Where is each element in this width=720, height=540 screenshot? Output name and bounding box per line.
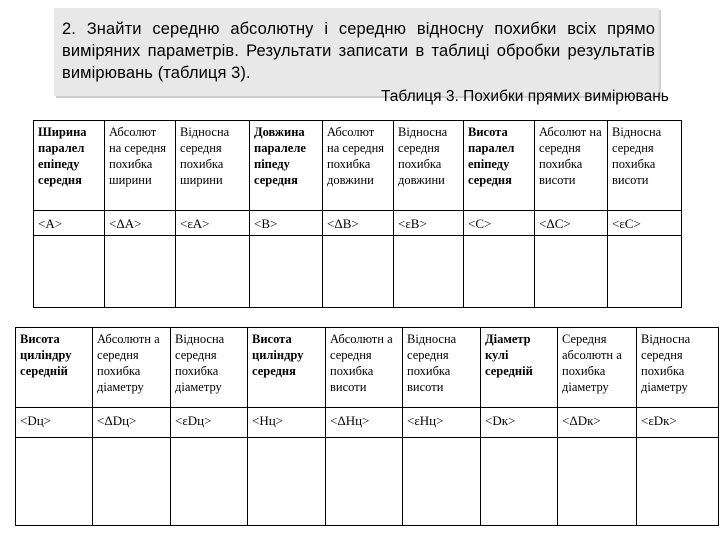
symbol-cell: <εC> <box>608 211 682 236</box>
header-cell: Відносна середня похибка ширини <box>176 121 250 211</box>
symbol-cell: <εHц> <box>403 408 481 438</box>
header-cell: Довжина паралеле піпеду середня <box>250 121 323 211</box>
task-box <box>54 8 659 96</box>
symbol-cell: <B> <box>250 211 323 236</box>
empty-cell[interactable] <box>323 236 394 308</box>
symbol-cell: <εA> <box>176 211 250 236</box>
empty-cell[interactable] <box>637 438 719 526</box>
symbol-cell: <Dц> <box>16 408 93 438</box>
symbol-cell: <ΔC> <box>535 211 608 236</box>
empty-cell[interactable] <box>171 438 248 526</box>
symbol-cell: <C> <box>464 211 535 236</box>
header-cell: Висота паралел епіпеду середня <box>464 121 535 211</box>
header-cell: Діаметр кулі середній <box>481 328 558 408</box>
empty-cell[interactable] <box>176 236 250 308</box>
empty-cell[interactable] <box>481 438 558 526</box>
empty-cell[interactable] <box>535 236 608 308</box>
symbol-cell: <εB> <box>394 211 464 236</box>
empty-cell[interactable] <box>16 438 93 526</box>
symbol-cell: <Hц> <box>248 408 326 438</box>
symbol-cell: <ΔA> <box>105 211 176 236</box>
empty-cell[interactable] <box>105 236 176 308</box>
empty-cell[interactable] <box>250 236 323 308</box>
empty-cell[interactable] <box>34 236 105 308</box>
header-cell: Абсолютн а середня похибка висоти <box>326 328 403 408</box>
header-cell: Відносна середня похибка висоти <box>403 328 481 408</box>
empty-cell[interactable] <box>394 236 464 308</box>
symbol-cell: <ΔDц> <box>93 408 171 438</box>
errors-table-cylinder-sphere <box>15 327 719 526</box>
symbol-cell: <Dк> <box>481 408 558 438</box>
empty-cell[interactable] <box>403 438 481 526</box>
header-cell: Висота циліндру середня <box>248 328 326 408</box>
table-caption: Таблиця 3. Похибки прямих вимірювань <box>381 88 669 105</box>
header-cell: Висота циліндру середній <box>16 328 93 408</box>
symbol-cell: <εDц> <box>171 408 248 438</box>
task-text: 2. Знайти середню абсолютну і середню відносну похибки всіх прямо виміряних параметрів. Результати записати в таблиці обробки результатів вимірювань (таблиця 3). <box>62 20 655 82</box>
header-cell: Ширина паралел епіпеду середня <box>34 121 105 211</box>
header-cell: Абсолют на середня похибка висоти <box>535 121 608 211</box>
errors-table-parallelepiped <box>33 120 682 308</box>
header-cell: Середня абсолютн а похибка діаметру <box>558 328 637 408</box>
header-cell: Відносна середня похибка висоти <box>608 121 682 211</box>
empty-cell[interactable] <box>93 438 171 526</box>
header-cell: Абсолютн а середня похибка діаметру <box>93 328 171 408</box>
symbol-cell: <ΔB> <box>323 211 394 236</box>
symbol-cell: <ΔHц> <box>326 408 403 438</box>
header-cell: Відносна середня похибка діаметру <box>637 328 719 408</box>
symbol-cell: <εDк> <box>637 408 719 438</box>
empty-cell[interactable] <box>326 438 403 526</box>
header-cell: Абсолют на середня похибка ширини <box>105 121 176 211</box>
empty-cell[interactable] <box>608 236 682 308</box>
empty-cell[interactable] <box>558 438 637 526</box>
symbol-cell: <ΔDк> <box>558 408 637 438</box>
header-cell: Абсолют на середня похибка довжини <box>323 121 394 211</box>
empty-cell[interactable] <box>464 236 535 308</box>
header-cell: Відносна середня похибка діаметру <box>171 328 248 408</box>
empty-cell[interactable] <box>248 438 326 526</box>
symbol-cell: <A> <box>34 211 105 236</box>
header-cell: Відносна середня похибка довжини <box>394 121 464 211</box>
